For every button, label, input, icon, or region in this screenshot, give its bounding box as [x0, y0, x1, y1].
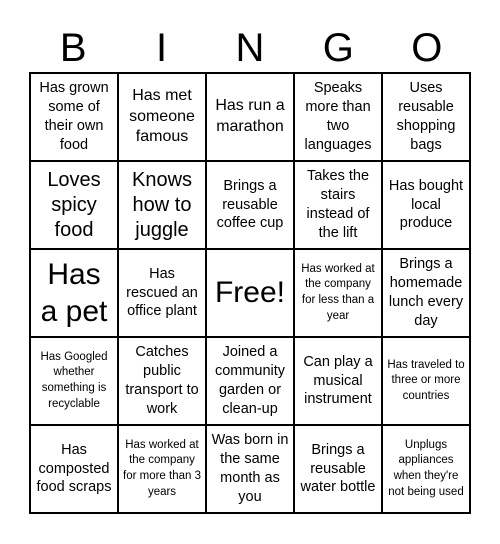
bingo-cell-r1c2[interactable]: Has met someone famous: [118, 73, 206, 161]
header-letter-o: O: [411, 26, 443, 70]
header-letter-i: I: [156, 26, 168, 70]
bingo-cell-r3c2[interactable]: Has rescued an office plant: [118, 249, 206, 337]
header-letter-g: G: [322, 26, 354, 70]
bingo-cell-free[interactable]: Free!: [206, 249, 294, 337]
bingo-cell-r2c4[interactable]: Takes the stairs instead of the lift: [294, 161, 382, 249]
header-letter-b: B: [59, 26, 87, 70]
bingo-cell-r3c5[interactable]: Brings a homemade lunch every day: [382, 249, 470, 337]
header-letter-n: N: [235, 26, 265, 70]
bingo-cell-r2c5[interactable]: Has bought local produce: [382, 161, 470, 249]
bingo-cell-r5c3[interactable]: Was born in the same month as you: [206, 425, 294, 513]
bingo-cell-r3c1[interactable]: Has a pet: [30, 249, 118, 337]
bingo-board: [29, 72, 471, 514]
bingo-cell-r2c3[interactable]: Brings a reusable coffee cup: [206, 161, 294, 249]
bingo-cell-r2c1[interactable]: Loves spicy food: [30, 161, 118, 249]
bingo-cell-r5c4[interactable]: Brings a reusable water bottle: [294, 425, 382, 513]
bingo-cell-r3c4[interactable]: Has worked at the company for less than a year: [294, 249, 382, 337]
bingo-cell-r4c4[interactable]: Can play a musical instrument: [294, 337, 382, 425]
bingo-cell-r5c5[interactable]: Unplugs appliances when they're not being used: [382, 425, 470, 513]
bingo-cell-r4c1[interactable]: Has Googled whether something is recyclable: [30, 337, 118, 425]
bingo-cell-r1c1[interactable]: Has grown some of their own food: [30, 73, 118, 161]
bingo-cell-r4c5[interactable]: Has traveled to three or more countries: [382, 337, 470, 425]
bingo-cell-r5c1[interactable]: Has composted food scraps: [30, 425, 118, 513]
bingo-header: [29, 24, 471, 72]
bingo-cell-r2c2[interactable]: Knows how to juggle: [118, 161, 206, 249]
bingo-cell-r1c3[interactable]: Has run a marathon: [206, 73, 294, 161]
bingo-cell-r4c2[interactable]: Catches public transport to work: [118, 337, 206, 425]
bingo-cell-r5c2[interactable]: Has worked at the company for more than 3 years: [118, 425, 206, 513]
bingo-cell-r1c4[interactable]: Speaks more than two languages: [294, 73, 382, 161]
bingo-cell-r4c3[interactable]: Joined a community garden or clean-up: [206, 337, 294, 425]
bingo-cell-r1c5[interactable]: Uses reusable shopping bags: [382, 73, 470, 161]
